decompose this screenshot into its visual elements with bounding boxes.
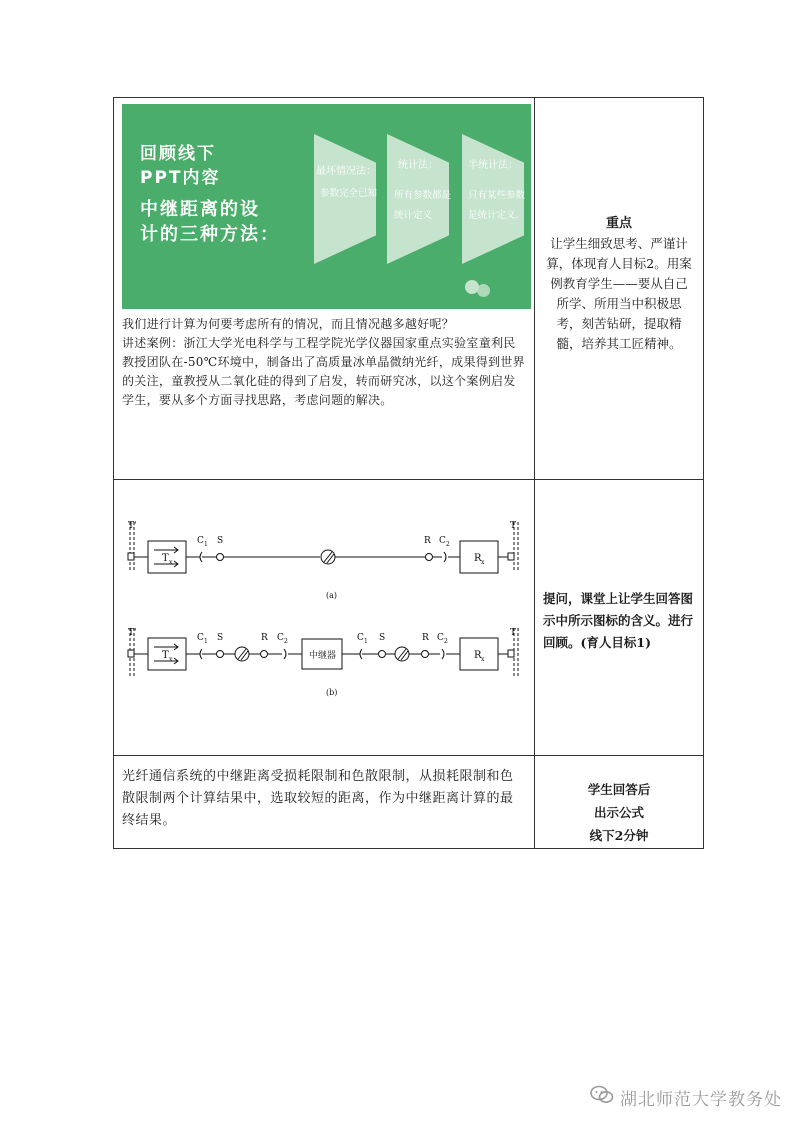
- label-t-prime-b: T': [128, 628, 137, 638]
- label-tx-sub-b: x: [169, 656, 173, 663]
- label-c2-b: C: [277, 633, 284, 643]
- label-rx-sub-b: x: [481, 656, 485, 663]
- label-c2-b2: C: [437, 633, 444, 643]
- slide-subtitle-line2: 计的三种方法：: [140, 224, 280, 245]
- note-cell: [535, 98, 704, 480]
- diagram-cell: [114, 480, 535, 756]
- label-r-a: R: [424, 536, 431, 546]
- repeater-label: 中继器: [309, 651, 337, 661]
- label-tx-b: T: [162, 650, 169, 661]
- method-label-2: 统计法：: [398, 160, 438, 171]
- question-text: 我们进行计算为何要考虑所有的情况，而且情况越多越好呢？: [122, 317, 455, 331]
- label-t-b: T: [510, 628, 517, 638]
- label-c2-a: C: [439, 536, 446, 546]
- label-c1-b2: C: [357, 633, 364, 643]
- label-rx-b: R: [474, 650, 482, 661]
- label-s-a: S: [217, 536, 224, 546]
- caption-a: (a): [326, 591, 338, 600]
- formula-note-line1: 学生回答后: [587, 782, 651, 797]
- label-t-prime-a: T': [128, 521, 137, 531]
- label-s-b2: S: [379, 633, 386, 643]
- diagram-question-note: 提问，课堂上让学生回答图示中所示图标的含义。进行回顾。(育人目标1): [543, 591, 694, 650]
- method-desc-2: 所有参数都是统计定义: [394, 190, 452, 221]
- content-cell: [114, 98, 535, 480]
- caption-b: (b): [326, 688, 338, 697]
- label-rx-sub-a: x: [481, 559, 485, 566]
- label-tx-sub-a: x: [169, 559, 173, 566]
- method-desc-3: 只有某些参数是统计定义.: [468, 190, 526, 221]
- label-c1-sub-a: 1: [204, 541, 208, 548]
- label-tx-a: T: [162, 553, 169, 564]
- note-cell: [535, 480, 704, 756]
- note-body: 让学生细致思考、严谨计算，体现育人目标2。用案例教育学生——要从自己所学、所用当中积极思考，刻苦钻研，提取精髓，培养其工匠精神。: [546, 236, 692, 351]
- decor-dot: [477, 284, 490, 297]
- label-c1-sub-b: 1: [204, 638, 208, 645]
- slide-title-line1: 回顾线下: [140, 144, 216, 164]
- ppt-slide-image: [122, 104, 531, 309]
- label-r-b: R: [261, 633, 268, 643]
- table-row: [114, 98, 704, 480]
- diagram-a: [128, 522, 518, 573]
- wechat-icon: [590, 1085, 614, 1110]
- slide-title-line2: PPT内容: [140, 168, 221, 188]
- label-c2-sub-b: 2: [284, 638, 288, 645]
- label-rx-a: R: [474, 553, 482, 564]
- method-label-1: 最坏情况法：: [316, 166, 376, 177]
- note-heading: 重点: [605, 216, 632, 231]
- table-row: [114, 756, 704, 849]
- repeater-diagram: [114, 480, 535, 755]
- label-c1-sub-b2: 1: [364, 638, 368, 645]
- method-label-3: 半统计法：: [468, 160, 518, 171]
- formula-note-line2: 出示公式: [593, 805, 644, 820]
- label-c2-sub-b2: 2: [444, 638, 448, 645]
- case-description: 讲述案例：浙江大学光电科学与工程学院光学仪器国家重点实验室童利民教授团队在-50℃环境中，制备出了高质量冰单晶微纳光纤，成果得到世界的关注，童教授从二氧化硅的得到了启发，转而研究冰，以这个案例启发学生，要从多个方面寻找思路，考虑问题的解决。: [122, 336, 525, 407]
- slide-subtitle: [140, 197, 300, 247]
- content-cell: [114, 756, 535, 849]
- watermark-text: 湖北师范大学教务处: [620, 1090, 782, 1110]
- formula-note-line3: 线下2分钟: [589, 828, 649, 843]
- repeater-distance-text: 光纤通信系统的中继距离受损耗限制和色散限制，从损耗限制和色散限制两个计算结果中，选取较短的距离，作为中继距离计算的最终结果。: [122, 769, 514, 828]
- label-c2-sub-a: 2: [446, 541, 450, 548]
- label-s-b: S: [217, 633, 224, 643]
- label-c1-b: C: [197, 633, 204, 643]
- lesson-table: [113, 97, 704, 849]
- watermark: [590, 1085, 782, 1110]
- formula-note: [535, 756, 703, 847]
- repeater-diagram-svg: [114, 480, 535, 755]
- case-text: [122, 315, 526, 410]
- slide-subtitle-line1: 中继距离的设: [140, 199, 260, 220]
- label-t-a: T: [510, 521, 517, 531]
- note-cell: [535, 756, 704, 849]
- slide-title: [140, 142, 290, 190]
- method-desc-1: 参数完全已知: [320, 188, 378, 199]
- label-c1-a: C: [197, 536, 204, 546]
- table-row: [114, 480, 704, 756]
- label-r-b2: R: [422, 633, 429, 643]
